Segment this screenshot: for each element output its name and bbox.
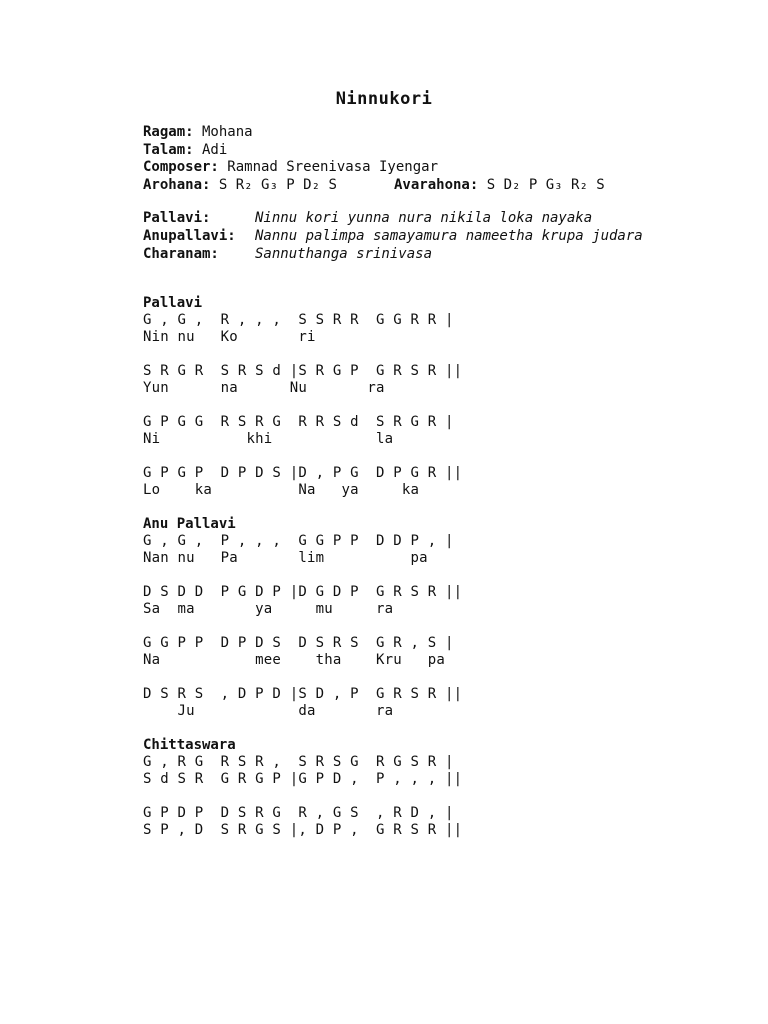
notation-line: G P G P D P D S |D , P G D P G R || (143, 465, 463, 481)
talam-row (143, 142, 438, 160)
avarahona-label: Avarahona: (394, 176, 479, 193)
lyrics-label: Charanam: (143, 246, 219, 262)
notation-line: G G P P D P D S D S R S G R , S | (143, 635, 454, 651)
lyrics-text: Ninnu kori yunna nura nikila loka nayaka (255, 210, 593, 226)
ragam-value: Mohana (193, 124, 253, 140)
arohana-value: S R₂ G₃ P D₂ S (210, 176, 337, 193)
notation-line: D S R S , D P D |S D , P G R S R || (143, 686, 463, 702)
notation-line: G P D P D S R G R , G S , R D , | (143, 805, 454, 821)
notation-line: S P , D S R G S |, D P , G R S R || (143, 822, 463, 838)
notation-line: S R G R S R S d |S R G P G R S R || (143, 363, 463, 379)
avarahona (394, 177, 605, 195)
notation-line: G , R G R S R , S R S G R G S R | (143, 754, 454, 770)
lyric-syllable-line: Ju da ra (143, 703, 394, 719)
notation-line: G , G , P , , , G G P P D D P , | (143, 533, 454, 549)
talam-label: Talam: (143, 141, 194, 158)
lyric-syllable-line: Lo ka Na ya ka (143, 482, 420, 498)
talam-value: Adi (193, 141, 228, 158)
arohana-label: Arohana: (143, 176, 211, 193)
notation-line: G P G G R S R G R R S d S R G R | (143, 414, 454, 430)
section-title-pallavi: Pallavi (143, 295, 203, 311)
song-title: Ninnukori (335, 89, 433, 109)
lyric-syllable-line: Ni khi la (143, 431, 394, 447)
song-metadata (143, 124, 605, 194)
scale-row (143, 176, 605, 195)
lyric-syllable-line: Nan nu Pa lim pa (143, 550, 428, 566)
section-title-chittaswara: Chittaswara (143, 737, 236, 753)
lyric-syllable-line: Nin nu Ko ri (143, 329, 316, 345)
ragam-row (143, 124, 438, 142)
composer-label: Composer: (143, 159, 219, 175)
notation-line: G , G , R , , , S S R R G G R R | (143, 312, 454, 328)
ragam-label: Ragam: (143, 124, 194, 140)
section-title-anupallavi: Anu Pallavi (143, 516, 236, 532)
composer-value: Ramnad Sreenivasa Iyengar (218, 159, 439, 175)
lyric-syllable-line: Na mee tha Kru pa (143, 652, 446, 668)
lyrics-text: Sannuthanga srinivasa (255, 246, 433, 262)
notation-line: D S D D P G D P |D G D P G R S R || (143, 584, 463, 600)
avarahona-value: S D₂ P G₃ R₂ S (478, 176, 605, 193)
lyrics-text: Nannu palimpa samayamura nameetha krupa judara (255, 228, 643, 244)
lyric-syllable-line: Sa ma ya mu ra (143, 601, 394, 617)
lyrics-label: Anupallavi: (143, 228, 236, 244)
notation-line: S d S R G R G P |G P D , P , , , || (143, 771, 463, 787)
lyric-syllable-line: Yun na Nu ra (143, 380, 385, 396)
lyrics-label: Pallavi: (143, 210, 211, 226)
composer-row (143, 159, 438, 177)
